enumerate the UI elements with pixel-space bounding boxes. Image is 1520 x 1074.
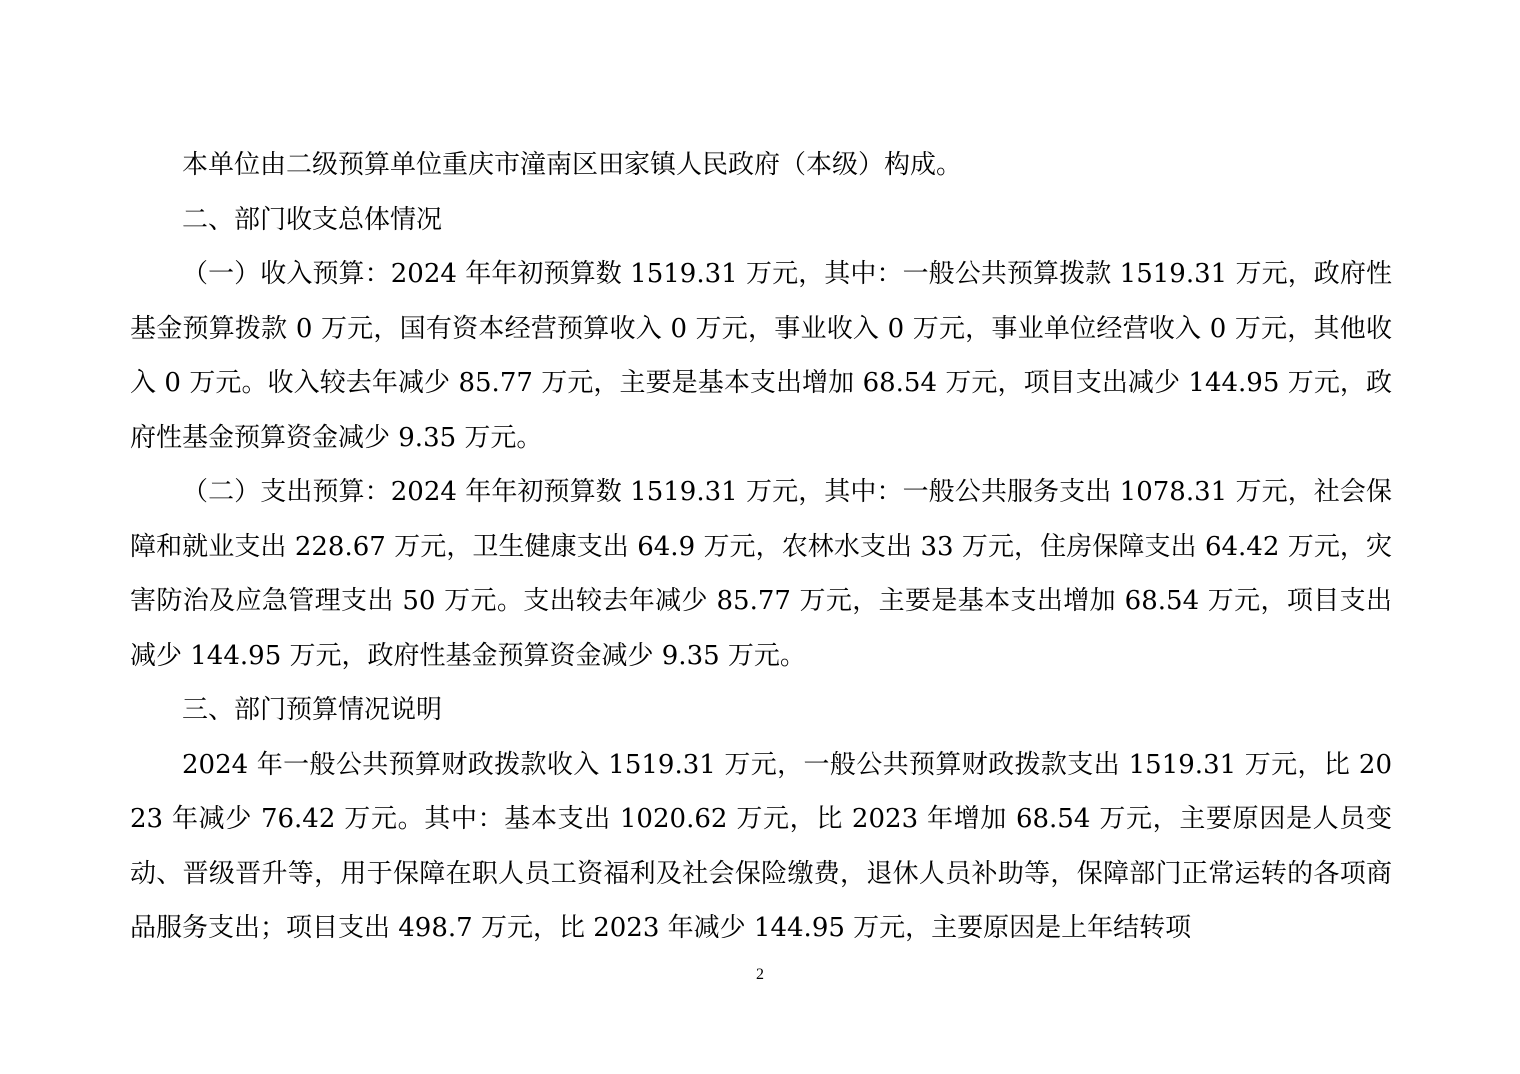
document-body <box>130 138 1392 956</box>
intro-paragraph: 本单位由二级预算单位重庆市潼南区田家镇人民政府（本级）构成。 <box>182 150 963 180</box>
section-heading-3: 三、部门预算情况说明 <box>182 695 443 725</box>
section-heading-2: 二、部门收支总体情况 <box>182 204 443 235</box>
budget-explanation-paragraph: 2024 年一般公共预算财政拨款收入 1519.31 万元，一般公共预算财政拨款支出 1519.31 万元，比 2023 年减少 76.42 万元。其中：基本支出 1020.62 万元，比 2023 年增加 68.54 万元，主要原因是人员变动、晋级晋升等，用于保障在职人员工资福利及社会保险缴费，退休人员补助等，保障部门正常运转的各项商品服务支出；项目支出 498.7 万元，比 2023 年减少 144.95 万元，主要原因是上年结转项 <box>130 749 1392 943</box>
expenditure-budget-paragraph: （二）支出预算：2024 年年初预算数 1519.31 万元，其中：一般公共服务支出 1078.31 万元，社会保障和就业支出 228.67 万元，卫生健康支出 64.9 万元，农林水支出 33 万元，住房保障支出 64.42 万元，灾害防治及应急管理支出 50 万元。支出较去年减少 85.77 万元，主要是基本支出增加 68.54 万元，项目支出减少 144.95 万元，政府性基金预算资金减少 9.35 万元。 <box>130 477 1392 671</box>
page-number: 2 <box>756 966 764 983</box>
income-budget-paragraph: （一）收入预算：2024 年年初预算数 1519.31 万元，其中：一般公共预算拨款 1519.31 万元，政府性基金预算拨款 0 万元，国有资本经营预算收入 0 万元，事业收入 0 万元，事业单位经营收入 0 万元，其他收入 0 万元。收入较去年减少 85.77 万元，主要是基本支出增加 68.54 万元，项目支出减少 144.95 万元，政府性基金预算资金减少 9.35 万元。 <box>130 259 1392 453</box>
